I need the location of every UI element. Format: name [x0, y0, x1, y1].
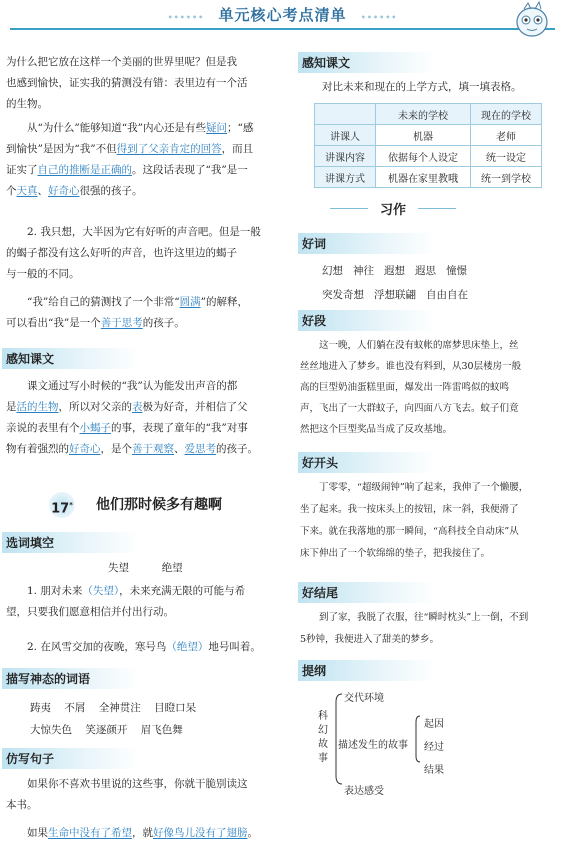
answer-underline: 爱思考	[184, 443, 216, 455]
table-header-row	[315, 104, 542, 125]
answer-underline: 生命中没有了希望	[48, 827, 132, 839]
answer-underline: 表	[132, 401, 143, 413]
line: 丝丝地进入了梦乡。谁也没有料到，从30层楼房一般	[300, 361, 522, 372]
word: 遐想	[384, 265, 406, 277]
section-heading-haoduan: 好段	[298, 310, 436, 331]
char: 幻	[318, 725, 328, 736]
table-row	[315, 146, 542, 167]
line: 课文通过写小时候的“我”认为能发出声音的都	[27, 380, 238, 392]
lesson-title: 他们那时候多有趣啊	[96, 497, 222, 513]
good-paragraph	[300, 335, 562, 440]
table-cell: 依据每个人设定	[376, 146, 471, 167]
section-heading-ganzhi: 感知课文	[2, 348, 140, 369]
text: ”的解释，	[200, 296, 248, 308]
header-dots-right: ••••••	[360, 13, 398, 22]
section-heading-fangxie: 仿写句子	[2, 748, 140, 769]
answer-underline: 天真	[16, 185, 38, 197]
section-heading-haoci: 好词	[298, 233, 436, 254]
text: 、	[174, 443, 185, 455]
line: 高的巨型奶油蛋糕里面，爆发出一阵雷鸣似的蚊鸣	[300, 382, 510, 393]
line	[6, 397, 290, 418]
text: 2. 在风雪交加的夜晚，寒号鸟	[27, 641, 167, 653]
line: 如果你不喜欢书里说的这些事，你就干脆别读这	[27, 778, 248, 790]
text: 到愉快”是因为“我”不但	[6, 143, 117, 155]
line: 坐了起来。我一按床头上的按钮，床一斜，我便滑了	[300, 504, 519, 515]
line	[6, 581, 290, 602]
word: 踌夷	[30, 702, 51, 714]
good-opening	[300, 477, 562, 565]
line	[6, 160, 290, 181]
quote-paragraph-2	[6, 222, 290, 285]
word: 自由自在	[426, 289, 469, 301]
line: 丁零零，“超级闹钟”响了起来，我伸了一个懒腰，	[319, 482, 529, 493]
text: 是	[6, 401, 17, 413]
line	[6, 139, 290, 160]
line	[6, 823, 296, 844]
word: 遐思	[415, 265, 437, 277]
analysis-paragraph-1	[6, 118, 290, 202]
line: 望，只要我们愿意相信并付出行动。	[6, 606, 174, 618]
word: 全神贯注	[98, 702, 141, 714]
analysis-paragraph-2	[6, 292, 290, 334]
text: ，就	[132, 827, 153, 839]
text: 从“为什么”能够知道“我”内心还是有些	[27, 122, 206, 134]
line	[6, 118, 290, 139]
table-row	[315, 167, 542, 188]
text: 很强的孩子。	[79, 185, 143, 197]
char: 故	[318, 739, 328, 750]
answer: （绝望）	[166, 641, 209, 653]
text: 1. 朋对未来	[27, 585, 83, 597]
word-choices	[108, 560, 183, 575]
text: 亲说的表里有个	[6, 422, 80, 434]
line: 床下伸出了一个软绵绵的垫子，把我接住了。	[300, 548, 491, 559]
line: 这一晚，人们躺在没有蚊帐的席梦思床垫上，丝	[319, 340, 519, 351]
header-rule	[10, 28, 555, 30]
text: 极为好奇，并相信了父	[142, 401, 248, 413]
answer: （失望）	[82, 585, 120, 597]
table-cell: 机器在家里教哦	[376, 167, 471, 188]
answer-underline: 自己的推断是正确的	[37, 164, 132, 176]
page-title: 单元核心考点清单	[218, 6, 347, 24]
outline-sub-branches	[424, 713, 444, 782]
section-heading-miaoxie: 描写神态的词语	[2, 668, 140, 689]
answer-underline: 疑问	[205, 122, 227, 134]
text: ；“感	[226, 122, 254, 134]
lesson-number-badge	[49, 492, 75, 518]
line: 的蝎子都没有这么好听的声音，也许这里边的蝎子	[6, 247, 237, 259]
line: 为什么把它放在这样一个美丽的世界里呢？但是我	[6, 56, 237, 68]
text: 的孩子。	[216, 443, 258, 455]
table-cell: 未来的学校	[376, 104, 471, 125]
text: ，所以对父亲的	[58, 401, 132, 413]
text: 。	[247, 827, 258, 839]
outline-branch-2: 描述发生的故事	[338, 740, 408, 751]
comparison-table	[314, 103, 542, 188]
answer-underline: 善于观察	[132, 443, 174, 455]
answer-underline: 善于思考	[100, 317, 143, 329]
line	[6, 439, 290, 460]
table-cell: 讲课人	[315, 125, 376, 146]
imitation-sentence	[6, 823, 296, 844]
lesson-mark: *	[69, 501, 73, 509]
answer-underline: 好奇心	[69, 443, 101, 455]
text: 。这段话表现了“我”是一	[132, 164, 248, 176]
outline-leaf: 起因	[424, 719, 444, 730]
word: 不屑	[64, 702, 86, 714]
good-ending	[300, 607, 562, 651]
table-cell: 机器	[376, 125, 471, 146]
outline-leaf: 经过	[424, 742, 444, 753]
word: 大惊失色	[30, 724, 72, 736]
section-heading-ganzhi-right: 感知课文	[298, 52, 436, 73]
fill-question-1	[6, 581, 290, 623]
line: 也感到愉快，证实我的猜测没有错：表里边有一个活	[6, 77, 248, 89]
word: 突发奇想	[322, 289, 364, 301]
char: 事	[318, 753, 328, 764]
line: 与一般的不同。	[6, 268, 80, 280]
model-sentence	[6, 774, 290, 816]
line	[30, 719, 196, 741]
text: 的孩子。	[142, 317, 185, 329]
table-cell: 现在的学校	[471, 104, 542, 125]
table-cell	[315, 104, 376, 125]
line	[30, 697, 196, 719]
good-words	[322, 259, 468, 307]
quote-paragraph-1	[6, 52, 288, 115]
line	[6, 637, 290, 658]
mascot-icon	[512, 0, 552, 38]
line: 声，飞出了一大群蚊子，向四面八方飞去。蚊子们竟	[300, 403, 519, 414]
table-cell: 讲课方式	[315, 167, 376, 188]
section-heading-tigang: 提纲	[298, 660, 436, 681]
summary-paragraph	[6, 376, 290, 460]
table-cell: 老师	[471, 125, 542, 146]
word: 幻想	[322, 265, 343, 277]
answer-underline: 好像鸟儿没有了翅膀	[153, 827, 248, 839]
lesson-number: 17	[51, 501, 70, 517]
line	[322, 259, 468, 283]
composition-divider: 习作	[380, 199, 406, 218]
text: 可以看出“我”是一个	[6, 317, 101, 329]
table-instruction: 对比未来和现在的上学方式，填一填表格。	[322, 81, 522, 93]
section-heading-xuanci: 选词填空	[2, 532, 140, 553]
line	[322, 283, 468, 307]
line: 本书。	[6, 799, 38, 811]
line: 的生物。	[6, 98, 48, 110]
section-heading-jiewei: 好结尾	[298, 582, 436, 603]
table-cell: 统一设定	[471, 146, 542, 167]
word: 笑逐颜开	[85, 724, 128, 736]
text: “我”给自己的猜测找了一个非常“	[27, 296, 180, 308]
fill-question-2	[6, 637, 290, 658]
line	[6, 418, 290, 439]
outline-branch-1: 交代环境	[344, 693, 384, 704]
line: 到了家，我脱了衣服，往“瞬时枕头”上一倒，不到	[319, 612, 529, 623]
answer-underline: 圆满	[179, 296, 201, 308]
section-heading-kaitou: 好开头	[298, 452, 436, 473]
line	[6, 181, 290, 202]
line: 2. 我只想，大半因为它有好听的声音吧。但是一般	[27, 226, 261, 238]
line: 然把这个巨型奖品当成了反攻基地。	[300, 424, 453, 435]
line: 5秒钟，我便进入了甜美的梦乡。	[300, 634, 440, 645]
text: ，未来充满无限的可能与希	[119, 585, 246, 597]
char: 科	[318, 711, 328, 722]
word: 神往	[353, 265, 375, 277]
line	[6, 313, 290, 334]
line	[6, 292, 290, 313]
outline-branch-3: 表达感受	[344, 786, 384, 797]
table-cell: 统一到学校	[471, 167, 542, 188]
word: 憧憬	[446, 265, 468, 277]
table-row	[315, 125, 542, 146]
text: 地号叫着。	[208, 641, 261, 653]
text: 个	[6, 185, 17, 197]
answer-underline: 好奇心	[48, 185, 80, 197]
answer-underline: 活的生物	[16, 401, 59, 413]
expression-words	[30, 697, 196, 741]
line: 下来。就在我落地的那一瞬间，“高科技全自动床”从	[300, 526, 519, 537]
table-cell: 讲课内容	[315, 146, 376, 167]
text: ，是个	[100, 443, 132, 455]
answer-underline: 小蝎子	[79, 422, 111, 434]
text: 的事，表现了童年的“我”对事	[111, 422, 248, 434]
word: 眉飞色舞	[140, 724, 183, 736]
page-header	[0, 4, 565, 25]
word: 目瞪口呆	[154, 702, 197, 714]
text: 如果	[27, 827, 48, 839]
text: ，而且	[221, 143, 254, 155]
word: 绝望	[161, 562, 183, 574]
text: 、	[37, 185, 48, 197]
word: 浮想联翩	[374, 289, 417, 301]
text: 证实了	[6, 164, 38, 176]
answer-underline: 得到了父亲肯定的回答	[116, 143, 222, 155]
text: 物有着强烈的	[6, 443, 69, 455]
header-dots-left: ••••••	[167, 13, 205, 22]
outline-leaf: 结果	[424, 765, 444, 776]
word: 失望	[108, 562, 129, 574]
